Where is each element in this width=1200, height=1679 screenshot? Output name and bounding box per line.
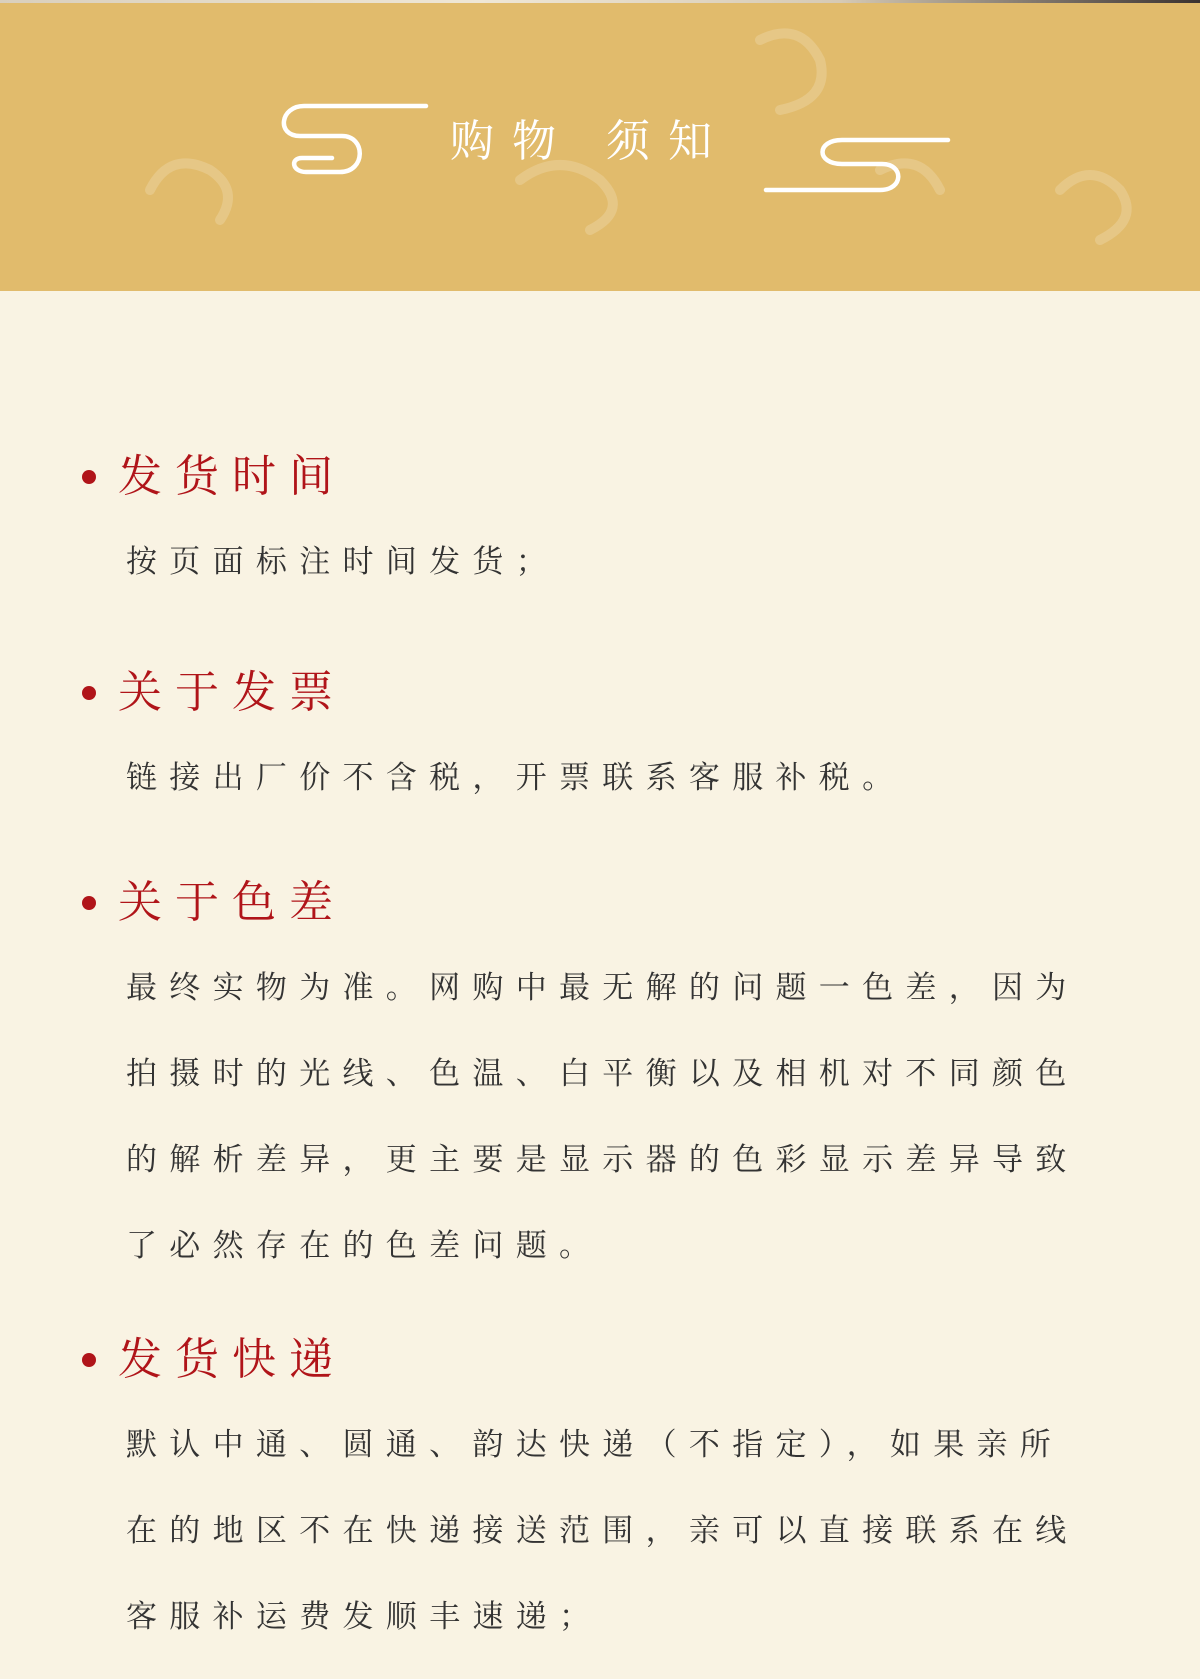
bullet-dot-icon	[82, 686, 96, 700]
body-line: 默认中通、圆通、韵达快递（不指定），如果亲所	[126, 1427, 1064, 1463]
section-title: 关于发票	[118, 667, 346, 718]
body-line: 最终实物为准。网购中最无解的问题一色差，因为	[126, 970, 1079, 1006]
banner-title: 购物 须知	[450, 116, 730, 167]
cloud-swirl-icon-right	[762, 134, 952, 196]
section-invoice	[82, 663, 1122, 821]
body-line: 链接出厂价不含税，开票联系客服补税。	[126, 760, 906, 796]
body-line: 按页面标注时间发货；	[126, 544, 559, 580]
body-line: 客服补运费发顺丰速递；	[126, 1599, 603, 1635]
section-courier	[82, 1330, 1122, 1660]
section-title: 发货时间	[118, 451, 346, 502]
section-title: 发货快递	[118, 1334, 346, 1385]
bullet-dot-icon	[82, 896, 96, 910]
body-line: 在的地区不在快递接送范围，亲可以直接联系在线	[126, 1513, 1079, 1549]
section-heading	[82, 663, 1122, 723]
section-heading	[82, 447, 1122, 507]
section-body	[126, 945, 1126, 1289]
bullet-dot-icon	[82, 1353, 96, 1367]
body-line: 了必然存在的色差问题。	[126, 1228, 603, 1264]
section-heading	[82, 1330, 1122, 1390]
section-shipping-time	[82, 447, 1122, 605]
section-body	[126, 519, 1126, 605]
section-color-difference	[82, 873, 1122, 1289]
section-title: 关于色差	[118, 877, 346, 928]
section-body	[126, 1402, 1126, 1660]
section-heading	[82, 873, 1122, 933]
header-banner	[0, 0, 1200, 291]
body-line: 拍摄时的光线、色温、白平衡以及相机对不同颜色	[126, 1056, 1079, 1092]
body-line: 的解析差异，更主要是显示器的色彩显示差异导致	[126, 1142, 1079, 1178]
bullet-dot-icon	[82, 470, 96, 484]
section-body	[126, 735, 1126, 821]
